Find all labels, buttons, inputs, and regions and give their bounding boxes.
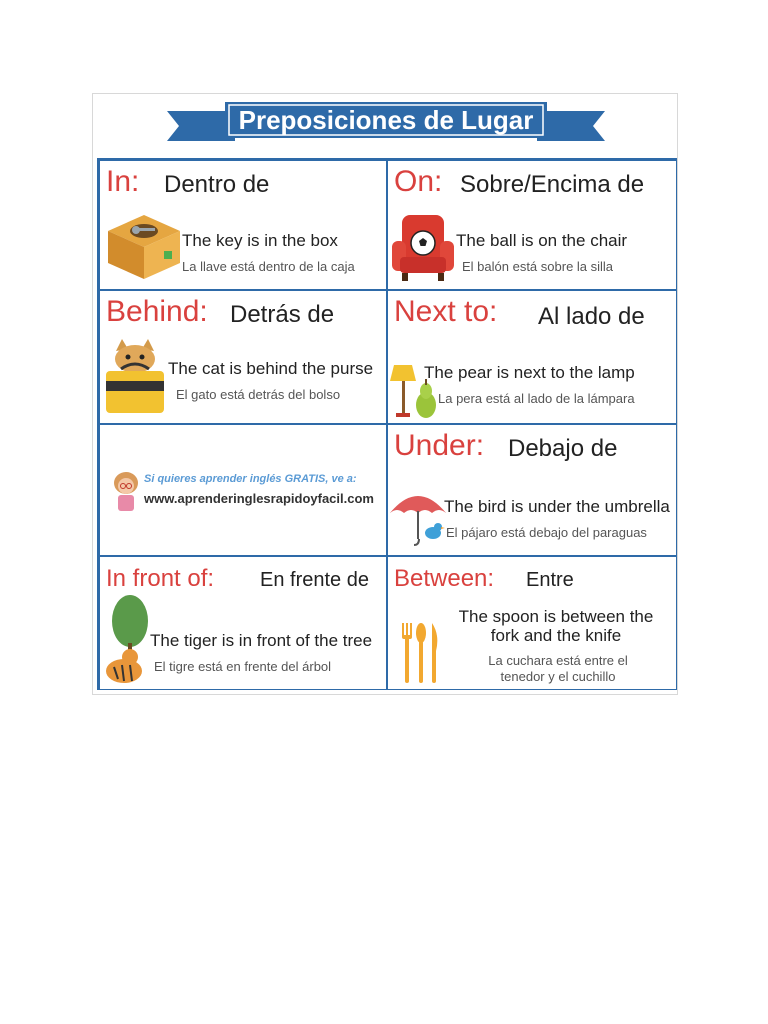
english-sentence-line-2: fork and the knife [490, 626, 622, 645]
spanish-sentence: El balón está sobre la silla [462, 259, 614, 274]
translation-label: Detrás de [230, 301, 335, 328]
spanish-sentence: El tigre está en frente del árbol [154, 659, 332, 674]
spanish-sentence: La pera está al lado de la lámpara [438, 391, 635, 406]
cell-promo [100, 425, 386, 555]
cell-under [388, 425, 676, 555]
english-sentence: The ball is on the chair [456, 231, 628, 250]
spanish-sentence: El gato está detrás del bolso [176, 387, 341, 402]
english-sentence [438, 607, 674, 645]
translation-label: En frente de [260, 569, 369, 591]
preposition-label: Next to: [394, 295, 498, 328]
preposition-label: In: [106, 165, 140, 198]
translation-label: Debajo de [508, 435, 618, 462]
cell-behind [100, 291, 386, 423]
preposition-label: On: [394, 165, 443, 198]
cell-on [388, 161, 676, 289]
preposition-label: Between: [394, 565, 495, 592]
english-sentence: The cat is behind the purse [168, 359, 374, 378]
translation-label: Dentro de [164, 171, 270, 198]
title-banner [93, 94, 679, 154]
page-title: Preposiciones de Lugar [238, 105, 534, 135]
chair-with-ball-icon [390, 211, 456, 283]
translation-label: Entre [526, 569, 574, 591]
cutlery-icon [400, 621, 442, 685]
english-sentence-line-1: The spoon is between the [458, 607, 654, 626]
cat-behind-purse-icon [104, 337, 166, 415]
box-with-key-icon [106, 211, 182, 281]
cell-in [100, 161, 386, 289]
translation-label: Sobre/Encima de [460, 171, 645, 198]
preposition-label: Behind: [106, 295, 208, 328]
spanish-sentence [448, 653, 668, 685]
cell-in-front-of [100, 557, 386, 689]
promo-website-link[interactable]: www.aprenderinglesrapidoyfacil.com [144, 491, 374, 506]
english-sentence: The key is in the box [182, 231, 338, 250]
umbrella-and-bird-icon [388, 487, 448, 549]
promo-text: Si quieres aprender inglés GRATIS, ve a: [144, 473, 357, 485]
preposition-label: In front of: [106, 565, 215, 592]
prepositions-grid [97, 158, 677, 690]
spanish-sentence-line-2: tenedor y el cuchillo [500, 669, 616, 684]
translation-label: Al lado de [538, 303, 645, 330]
cell-between [388, 557, 676, 689]
spanish-sentence: La llave está dentro de la caja [182, 259, 355, 274]
english-sentence: The pear is next to the lamp [424, 363, 635, 382]
tiger-and-tree-icon [100, 593, 150, 689]
girl-avatar-icon [112, 471, 140, 511]
infographic-sheet [92, 93, 678, 695]
preposition-label: Under: [394, 429, 485, 462]
cell-next-to [388, 291, 676, 423]
english-sentence: The tiger is in front of the tree [150, 631, 373, 650]
spanish-sentence: El pájaro está debajo del paraguas [446, 525, 647, 540]
spanish-sentence-line-1: La cuchara está entre el [488, 653, 628, 668]
english-sentence: The bird is under the umbrella [444, 497, 670, 516]
